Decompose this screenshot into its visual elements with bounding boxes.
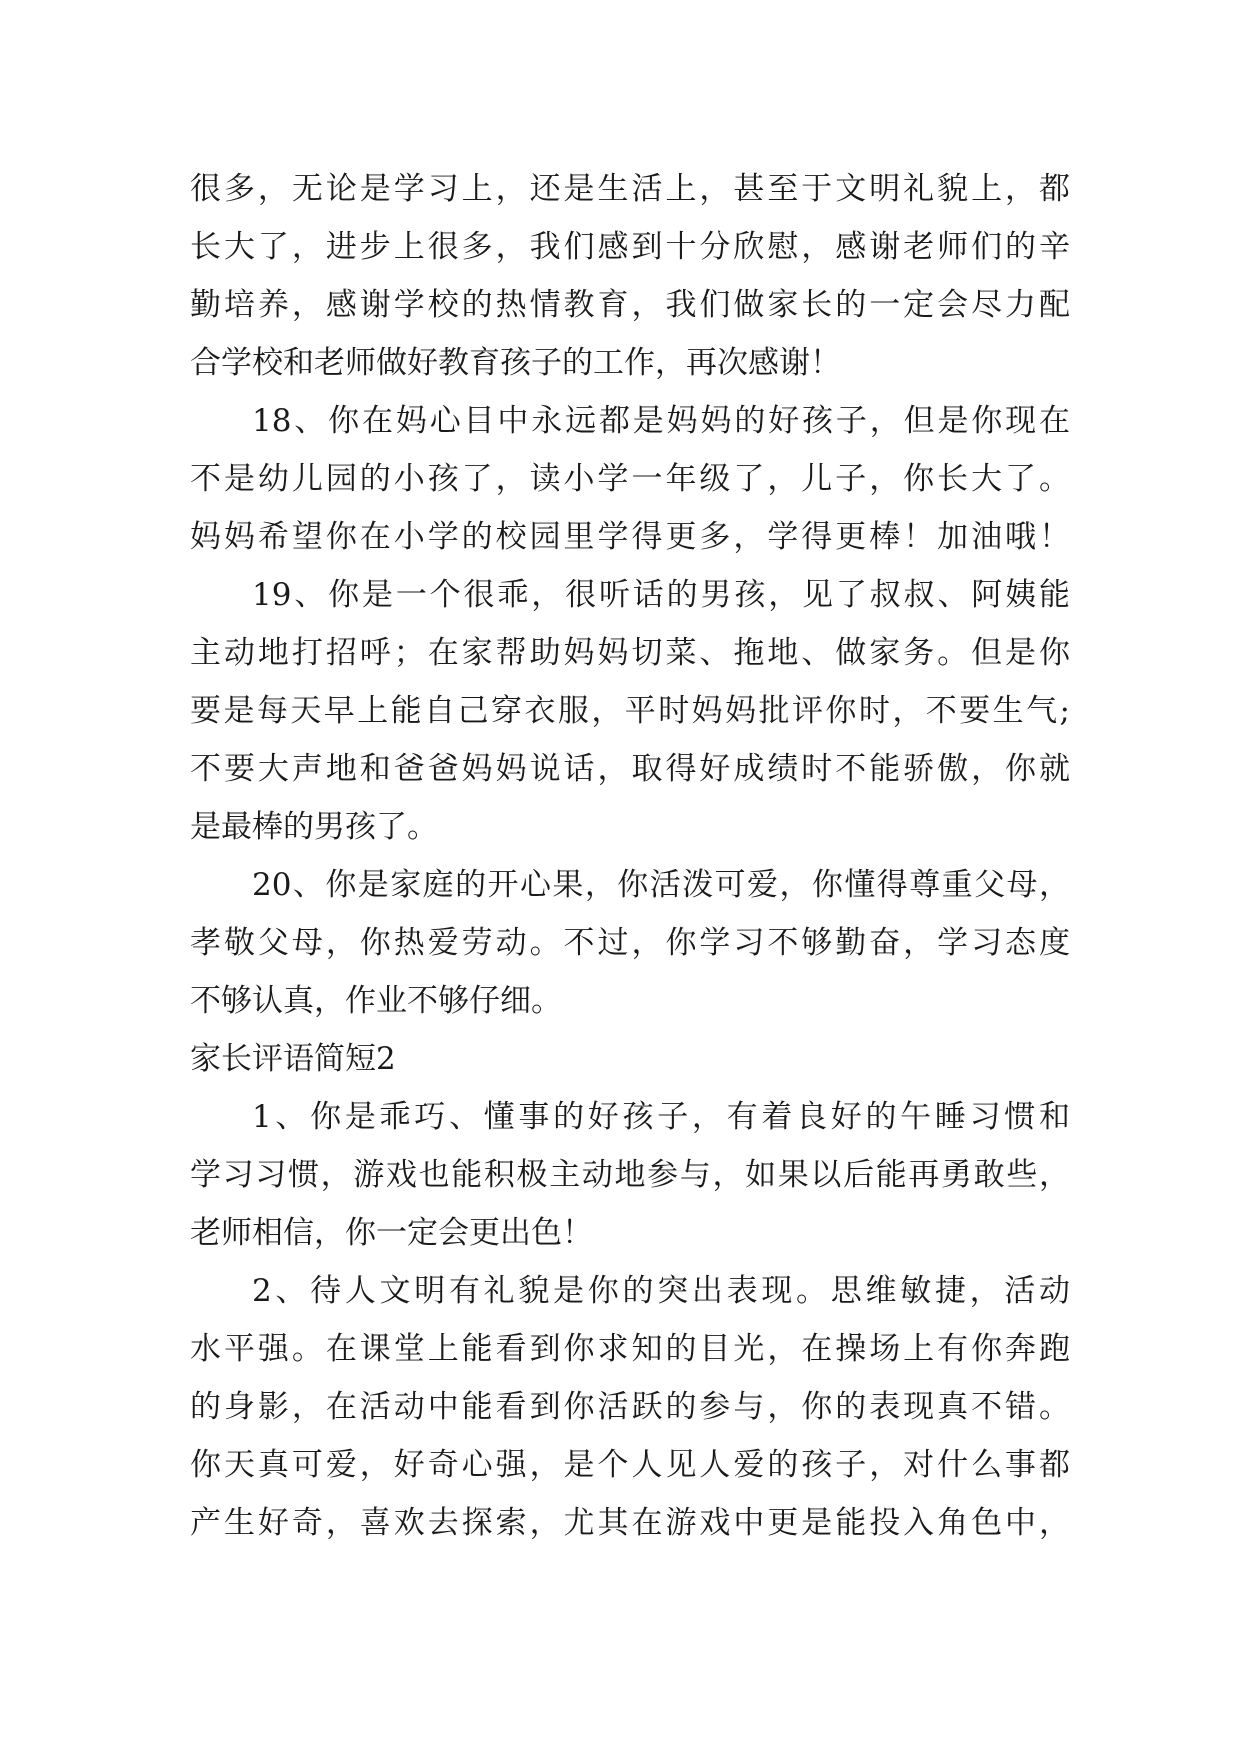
text-line: 勤培养，感谢学校的热情教育，我们做家长的一定会尽力配 [190,287,1070,323]
text-line: 水平强。在课堂上能看到你求知的目光，在操场上有你奔跑 [190,1331,1070,1367]
text-line: 很多，无论是学习上，还是生活上，甚至于文明礼貌上，都 [190,171,1070,207]
text-line: 不是幼儿园的小孩了，读小学一年级了，儿子，你长大了。 [190,461,1070,497]
text-line: 的身影，在活动中能看到你活跃的参与，你的表现真不错。 [190,1389,1070,1425]
text-line: 老师相信，你一定会更出色！ [190,1215,593,1251]
section-heading: 家长评语简短2 [190,1041,396,1077]
paragraph-start-19: 19、你是一个很乖，很听话的男孩，见了叔叔、阿姨能 [252,577,1070,613]
text-line: 主动地打招呼；在家帮助妈妈切菜、拖地、做家务。但是你 [190,635,1070,671]
text-line: 产生好奇，喜欢去探索，尤其在游戏中更是能投入角色中， [190,1505,1070,1541]
text-line: 不要大声地和爸爸妈妈说话，取得好成绩时不能骄傲，你就 [190,751,1070,787]
text-line: 妈妈希望你在小学的校园里学得更多，学得更棒！加油哦！ [190,519,1070,555]
text-line: 不够认真，作业不够仔细。 [190,983,562,1019]
text-line: 学习习惯，游戏也能积极主动地参与，如果以后能再勇敢些， [190,1157,1070,1193]
paragraph-start-2: 2、待人文明有礼貌是你的突出表现。思维敏捷，活动 [252,1273,1070,1309]
text-line: 合学校和老师做好教育孩子的工作，再次感谢！ [190,345,841,381]
paragraph-start-18: 18、你在妈心目中永远都是妈妈的好孩子，但是你现在 [252,403,1070,439]
text-line: 长大了，进步上很多，我们感到十分欣慰，感谢老师们的辛 [190,229,1070,265]
paragraph-start-20: 20、你是家庭的开心果，你活泼可爱，你懂得尊重父母， [252,867,1070,903]
document-body [190,160,1070,1552]
text-line: 你天真可爱，好奇心强，是个人见人爱的孩子，对什么事都 [190,1447,1070,1483]
text-line: 是最棒的男孩了。 [190,809,438,845]
paragraph-start-1: 1、你是乖巧、懂事的好孩子，有着良好的午睡习惯和 [252,1099,1070,1135]
text-line: 要是每天早上能自己穿衣服，平时妈妈批评你时，不要生气; [190,693,1070,729]
text-line: 孝敬父母，你热爱劳动。不过，你学习不够勤奋，学习态度 [190,925,1070,961]
